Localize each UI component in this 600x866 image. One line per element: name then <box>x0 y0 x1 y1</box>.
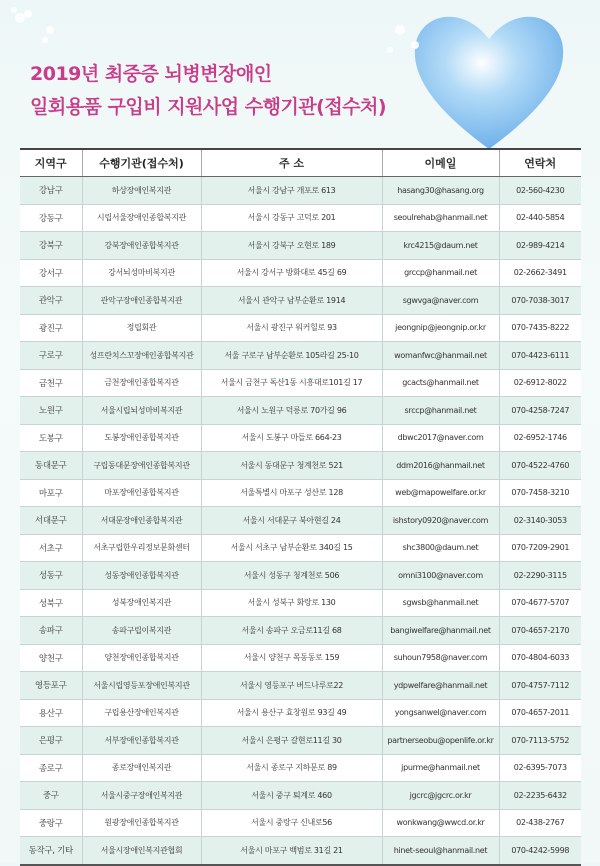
table-row <box>20 754 581 782</box>
phone-cell: 02-2290-3115 <box>499 562 581 590</box>
district-cell: 구로구 <box>20 342 82 370</box>
email-cell: womanfwc@hanmail.net <box>382 342 499 370</box>
address-cell: 서울시 성북구 화랑로 130 <box>201 589 382 617</box>
address-cell: 서울시 성동구 청계천로 506 <box>201 562 382 590</box>
header-email: 이메일 <box>382 149 499 177</box>
institution-cell: 성북장애인복지관 <box>82 589 201 617</box>
district-cell: 마포구 <box>20 479 82 507</box>
email-cell: omni3100@naver.com <box>382 562 499 590</box>
address-cell: 서울시 용산구 효창원로 93길 49 <box>201 699 382 727</box>
phone-cell: 070-4522-4760 <box>499 452 581 480</box>
phone-cell: 02-2235-6432 <box>499 782 581 810</box>
institution-cell: 서울시립영등포장애인복지관 <box>82 672 201 700</box>
address-cell: 서울시 송파구 오금로11길 68 <box>201 617 382 645</box>
district-cell: 노원구 <box>20 397 82 425</box>
district-cell: 종로구 <box>20 754 82 782</box>
email-cell: jeongnip@jeongnip.or.kr <box>382 314 499 342</box>
page-title <box>30 58 386 124</box>
phone-cell: 02-2662-3491 <box>499 259 581 287</box>
table-row <box>20 342 581 370</box>
flower-decoration <box>0 0 80 60</box>
table-row <box>20 782 581 810</box>
address-cell: 서울시 강북구 오현로 189 <box>201 232 382 260</box>
phone-cell: 02-440-5854 <box>499 204 581 232</box>
institution-cell: 원광장애인종합복지관 <box>82 809 201 837</box>
institution-cell: 마포장애인종합복지관 <box>82 479 201 507</box>
district-cell: 금천구 <box>20 369 82 397</box>
phone-cell: 070-4804-6033 <box>499 644 581 672</box>
district-cell: 강서구 <box>20 259 82 287</box>
phone-cell: 070-7113-5752 <box>499 727 581 755</box>
institution-cell: 송파구립이복지관 <box>82 617 201 645</box>
email-cell: srccp@hanmail.net <box>382 397 499 425</box>
table-row <box>20 617 581 645</box>
title-line-1: 2019년 최중증 뇌병변장애인 <box>30 63 272 85</box>
institution-cell: 서울시립뇌성마비복지관 <box>82 397 201 425</box>
institution-cell: 서부장애인종합복지관 <box>82 727 201 755</box>
header-address: 주 소 <box>201 149 382 177</box>
email-cell: ishstory0920@naver.com <box>382 507 499 535</box>
table-row <box>20 204 581 232</box>
phone-cell: 070-4757-7112 <box>499 672 581 700</box>
table-row <box>20 589 581 617</box>
table-row <box>20 534 581 562</box>
district-cell: 중구 <box>20 782 82 810</box>
address-cell: 서울시 마포구 백범로 31길 21 <box>201 837 382 865</box>
institution-cell: 서대문장애인종합복지관 <box>82 507 201 535</box>
address-cell: 서울시 강서구 방화대로 45길 69 <box>201 259 382 287</box>
email-cell: partnerseobu@openlife.or.kr <box>382 727 499 755</box>
table-row <box>20 507 581 535</box>
address-cell: 서울시 종로구 지하문로 89 <box>201 754 382 782</box>
district-cell: 성동구 <box>20 562 82 590</box>
table-row <box>20 314 581 342</box>
email-cell: shc3800@daum.net <box>382 534 499 562</box>
phone-cell: 070-4423-6111 <box>499 342 581 370</box>
institution-cell: 서울시중구장애인복지관 <box>82 782 201 810</box>
table-row <box>20 644 581 672</box>
phone-cell: 070-7435-8222 <box>499 314 581 342</box>
phone-cell: 02-3140-3053 <box>499 507 581 535</box>
email-cell: hasang30@hasang.org <box>382 177 499 205</box>
table-row <box>20 452 581 480</box>
district-cell: 은평구 <box>20 727 82 755</box>
table-row <box>20 259 581 287</box>
phone-cell: 02-560-4230 <box>499 177 581 205</box>
table-row <box>20 562 581 590</box>
district-cell: 강동구 <box>20 204 82 232</box>
address-cell: 서울시 은평구 갈현로11길 30 <box>201 727 382 755</box>
title-line-2: 일회용품 구입비 지원사업 수행기관(접수처) <box>30 96 387 118</box>
email-cell: web@mapowelfare.or.kr <box>382 479 499 507</box>
district-cell: 동대문구 <box>20 452 82 480</box>
table-row <box>20 287 581 315</box>
institution-cell: 구립용산장애인복지관 <box>82 699 201 727</box>
institution-cell: 성동장애인종합복지관 <box>82 562 201 590</box>
phone-cell: 070-4242-5998 <box>499 837 581 865</box>
email-cell: sgwsb@hanmail.net <box>382 589 499 617</box>
phone-cell: 02-6912-8022 <box>499 369 581 397</box>
institution-cell: 서울시장애인복지관협회 <box>82 837 201 865</box>
address-cell: 서울시 도봉구 마들로 664-23 <box>201 424 382 452</box>
table-row <box>20 424 581 452</box>
institution-cell: 관악구장애인종합복지관 <box>82 287 201 315</box>
institution-cell: 강북장애인종합복지관 <box>82 232 201 260</box>
table-row <box>20 177 581 205</box>
table-row <box>20 699 581 727</box>
header-district: 지역구 <box>20 149 82 177</box>
district-cell: 관악구 <box>20 287 82 315</box>
phone-cell: 02-989-4214 <box>499 232 581 260</box>
email-cell: gcacts@hanmail.net <box>382 369 499 397</box>
district-cell: 송파구 <box>20 617 82 645</box>
phone-cell: 02-438-2767 <box>499 809 581 837</box>
address-cell: 서울시 양천구 목동동로 159 <box>201 644 382 672</box>
table-row <box>20 837 581 865</box>
table-row <box>20 809 581 837</box>
district-cell: 서초구 <box>20 534 82 562</box>
address-cell: 서울시 중랑구 신내로56 <box>201 809 382 837</box>
email-cell: dbwc2017@naver.com <box>382 424 499 452</box>
header-phone: 연락처 <box>499 149 581 177</box>
district-cell: 성북구 <box>20 589 82 617</box>
address-cell: 서울시 강남구 개포로 613 <box>201 177 382 205</box>
district-cell: 양천구 <box>20 644 82 672</box>
institution-cell: 종로장애인복지관 <box>82 754 201 782</box>
table-row <box>20 479 581 507</box>
institution-cell: 시립서울장애인종합복지관 <box>82 204 201 232</box>
institution-cell: 하상장애인복지관 <box>82 177 201 205</box>
phone-cell: 070-4258-7247 <box>499 397 581 425</box>
address-cell: 서울시 중구 퇴계로 460 <box>201 782 382 810</box>
email-cell: sgwvga@naver.com <box>382 287 499 315</box>
district-cell: 동작구, 기타 <box>20 837 82 865</box>
address-cell: 서울시 서초구 남부순환로 340길 15 <box>201 534 382 562</box>
address-cell: 서울시 금천구 독산1동 시흥대로101길 17 <box>201 369 382 397</box>
email-cell: wonkwang@wwcd.or.kr <box>382 809 499 837</box>
email-cell: ddm2016@hanmail.net <box>382 452 499 480</box>
table-row <box>20 232 581 260</box>
institution-cell: 성프란치스꼬장애인종합복지관 <box>82 342 201 370</box>
header-institution: 수행기관(접수처) <box>82 149 201 177</box>
institution-cell: 서초구립한우리정보문화센터 <box>82 534 201 562</box>
address-cell: 서울시 영등포구 버드나루로22 <box>201 672 382 700</box>
phone-cell: 070-4677-5707 <box>499 589 581 617</box>
address-cell: 서울특별시 마포구 성산로 128 <box>201 479 382 507</box>
table-row <box>20 727 581 755</box>
phone-cell: 070-7458-3210 <box>499 479 581 507</box>
district-cell: 서대문구 <box>20 507 82 535</box>
address-cell: 서울시 강동구 고덕로 201 <box>201 204 382 232</box>
address-cell: 서울시 동대문구 청계천로 521 <box>201 452 382 480</box>
institution-cell: 양천장애인종합복지관 <box>82 644 201 672</box>
email-cell: yongsanwel@naver.com <box>382 699 499 727</box>
district-cell: 용산구 <box>20 699 82 727</box>
address-cell: 서울시 광진구 워커힐로 93 <box>201 314 382 342</box>
district-cell: 영등포구 <box>20 672 82 700</box>
institution-cell: 강서뇌성마비복지관 <box>82 259 201 287</box>
district-cell: 광진구 <box>20 314 82 342</box>
address-cell: 서울 구로구 남부순환로 105라길 25-10 <box>201 342 382 370</box>
district-cell: 중랑구 <box>20 809 82 837</box>
email-cell: jpurme@hanmail.net <box>382 754 499 782</box>
email-cell: suhoun7958@naver.com <box>382 644 499 672</box>
address-cell: 서울시 서대문구 북아현길 24 <box>201 507 382 535</box>
table-row <box>20 397 581 425</box>
email-cell: seoulrehab@hanmail.net <box>382 204 499 232</box>
address-cell: 서울시 노원구 덕릉로 70가길 96 <box>201 397 382 425</box>
institution-cell: 금천장애인종합복지관 <box>82 369 201 397</box>
institution-table <box>20 148 581 866</box>
institution-cell: 구립동대문장애인종합복지관 <box>82 452 201 480</box>
institution-cell: 정립회관 <box>82 314 201 342</box>
email-cell: bangiwelfare@hanmail.net <box>382 617 499 645</box>
table-row <box>20 369 581 397</box>
email-cell: grccp@hanmail.net <box>382 259 499 287</box>
email-cell: jgcrc@jgcrc.or.kr <box>382 782 499 810</box>
flower-decoration <box>380 10 440 70</box>
email-cell: krc4215@daum.net <box>382 232 499 260</box>
table-row <box>20 672 581 700</box>
phone-cell: 070-7038-3017 <box>499 287 581 315</box>
district-cell: 도봉구 <box>20 424 82 452</box>
email-cell: ydpwelfare@hanmail.net <box>382 672 499 700</box>
district-cell: 강남구 <box>20 177 82 205</box>
district-cell: 강북구 <box>20 232 82 260</box>
phone-cell: 02-6395-7073 <box>499 754 581 782</box>
address-cell: 서울시 관악구 남부순환로 1914 <box>201 287 382 315</box>
phone-cell: 02-6952-1746 <box>499 424 581 452</box>
email-cell: hinet-seoul@hanmail.net <box>382 837 499 865</box>
phone-cell: 070-4657-2011 <box>499 699 581 727</box>
phone-cell: 070-7209-2901 <box>499 534 581 562</box>
table-header-row <box>20 149 581 177</box>
phone-cell: 070-4657-2170 <box>499 617 581 645</box>
institution-cell: 도봉장애인종합복지관 <box>82 424 201 452</box>
